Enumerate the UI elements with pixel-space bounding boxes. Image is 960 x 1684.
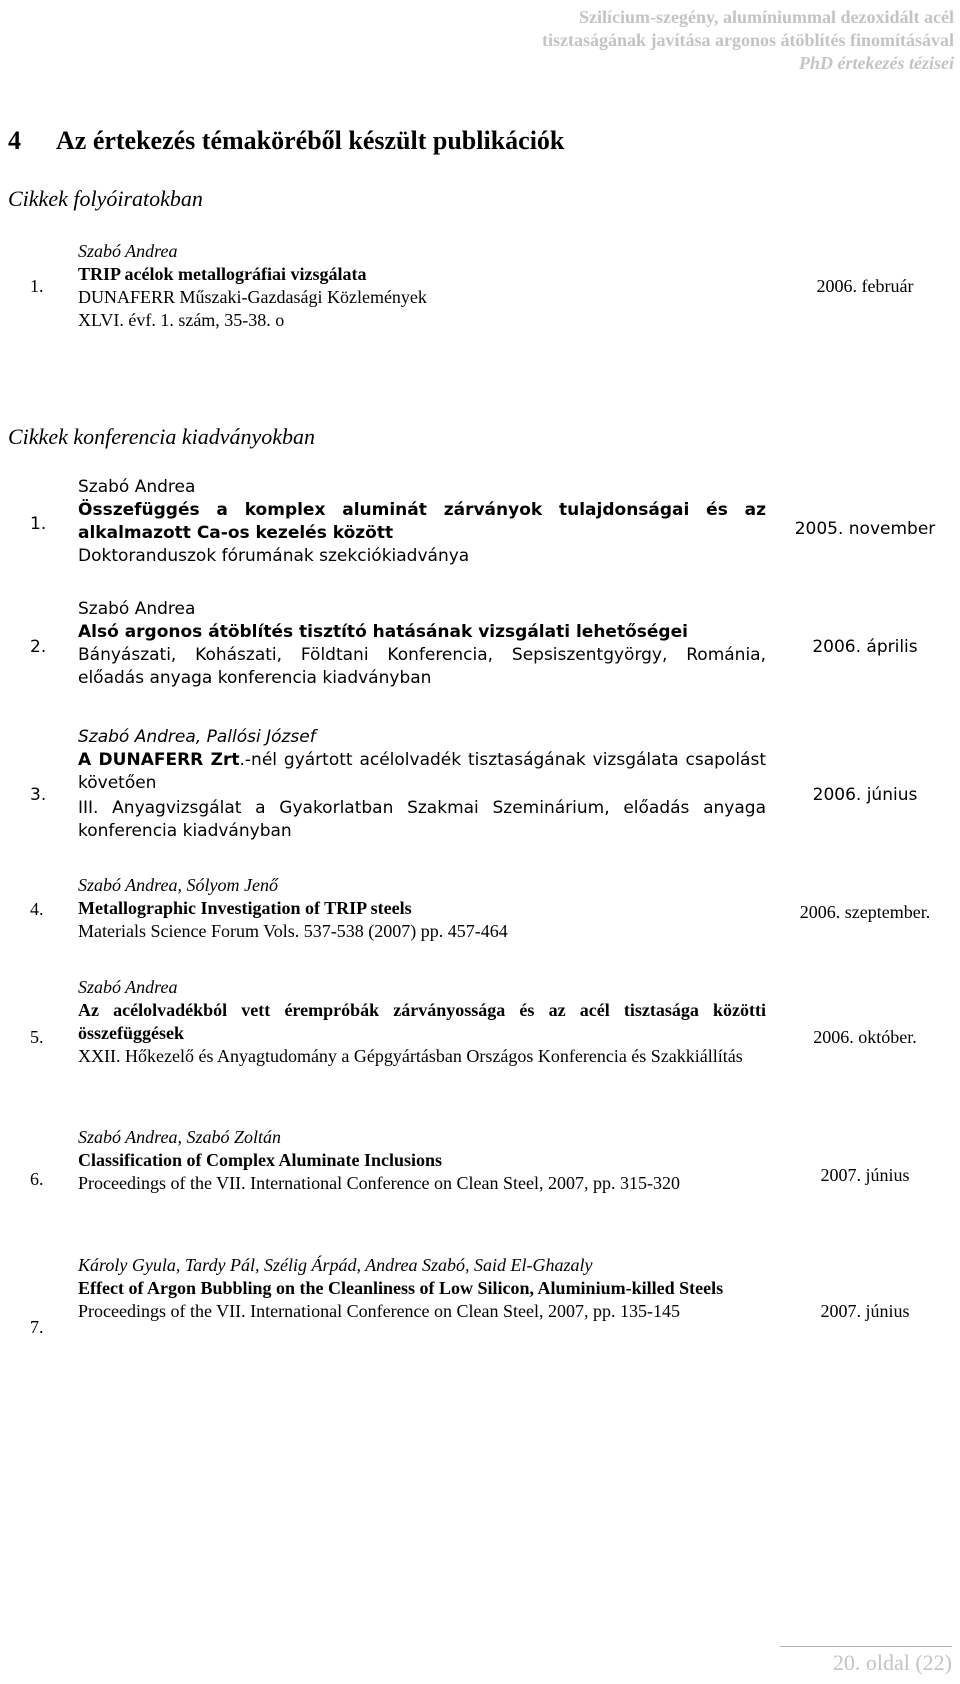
entry-description: III. Anyagvizsgálat a Gyakorlatban Szakmai Szeminárium, előadás anyaga konferencia kiadványban [78, 798, 766, 841]
entry-title: Az acélolvadékból vett érempróbák zárványossága és az acél tisztasága közötti összefüggések [78, 1000, 766, 1043]
entry-number: 2. [30, 637, 47, 657]
entry-body [78, 1126, 766, 1195]
entry-date: 2007. június [820, 1301, 910, 1321]
entry-authors: Szabó Andrea, Sólyom Jenő [78, 875, 278, 895]
entry-description: XLVI. évf. 1. szám, 35-38. o [78, 310, 285, 330]
conference-section-title: Cikkek konferencia kiadványokban [8, 424, 316, 449]
footer-rule [780, 1646, 952, 1647]
entry-title: Alsó argonos átöblítés tisztító hatásának vizsgálati lehetőségei [78, 622, 688, 642]
entry-description: Bányászati, Kohászati, Földtani Konferencia, Sepsiszentgyörgy, Románia, előadás anyaga konferencia kiadványban [78, 645, 766, 688]
entry-description: Doktoranduszok fórumának szekciókiadványa [78, 546, 470, 566]
entry-date: 2006. június [812, 785, 918, 805]
entry-date: 2006. április [812, 637, 918, 657]
entry-title: Classification of Complex Aluminate Inclusions [78, 1150, 443, 1170]
entry-authors: Szabó Andrea [78, 977, 178, 997]
entry-authors: Szabó Andrea [78, 599, 196, 619]
entry-description: DUNAFERR Műszaki-Gazdasági Közlemények [78, 287, 427, 307]
entry-body [78, 726, 766, 843]
header-line-1: Szilícium-szegény, alumíniummal dezoxidált acél [579, 7, 954, 27]
entry-date: 2006. október. [813, 1027, 917, 1047]
entry-authors: Szabó Andrea, Szabó Zoltán [78, 1127, 282, 1147]
header-line-3: PhD értekezés tézisei [799, 53, 954, 73]
entry-body [78, 1254, 766, 1323]
entry-authors: Szabó Andrea [78, 241, 178, 261]
entry-body [78, 598, 766, 690]
entry-body [78, 476, 766, 568]
entry-title-rest: .-nél gyártott acélolvadék tisztaságának vizsgálata csapolást követően [78, 750, 766, 793]
entry-title: Effect of Argon Bubbling on the Cleanliness of Low Silicon, Aluminium-killed Steels [78, 1278, 724, 1298]
entry-body [78, 976, 766, 1068]
entry-date: 2007. június [820, 1165, 910, 1185]
entry-number: 1. [30, 276, 44, 296]
entry-authors: Szabó Andrea [78, 477, 196, 497]
entry-number: 6. [30, 1169, 44, 1189]
entry-authors: Szabó Andrea, Pallósi József [78, 727, 316, 747]
chapter-title: Az értekezés témaköréből készült publikációk [56, 126, 565, 155]
entry-number: 5. [30, 1027, 44, 1047]
entry-title: Metallographic Investigation of TRIP steels [78, 898, 412, 918]
entry-body [78, 240, 766, 332]
entry-number: 7. [30, 1317, 44, 1337]
entry-number: 4. [30, 899, 44, 919]
entry-date: 2005. november [794, 519, 936, 539]
entry-title: Összefüggés a komplex aluminát zárványok tulajdonságai és az alkalmazott Ca-os kezelés között [78, 500, 766, 543]
entry-description: Materials Science Forum Vols. 537-538 (2007) pp. 457-464 [78, 921, 508, 941]
entry-number: 1. [30, 514, 47, 534]
chapter-number: 4 [8, 126, 21, 155]
entry-number: 3. [30, 785, 47, 805]
entry-title [78, 749, 766, 795]
journal-section-title: Cikkek folyóiratokban [8, 186, 203, 211]
page-number: 20. oldal (22) [832, 1650, 952, 1675]
running-header [542, 6, 954, 75]
entry-body [78, 874, 766, 943]
entry-authors: Károly Gyula, Tardy Pál, Szélig Árpád, Andrea Szabó, Said El-Ghazaly [78, 1255, 593, 1275]
entry-description: Proceedings of the VII. International Conference on Clean Steel, 2007, pp. 315-320 [78, 1173, 681, 1193]
header-line-2: tisztaságának javítása argonos átöblítés finomításával [541, 30, 954, 50]
entry-date: 2006. február [816, 276, 914, 296]
entry-description: XXII. Hőkezelő és Anyagtudomány a Gépgyártásban Országos Konferencia és Szakkiállítás [78, 1046, 743, 1066]
entry-date: 2006. szeptember. [799, 902, 931, 922]
chapter-heading [8, 126, 564, 156]
entry-description: Proceedings of the VII. International Conference on Clean Steel, 2007, pp. 135-145 [78, 1301, 681, 1321]
entry-title-bold: A DUNAFERR Zrt [78, 750, 240, 770]
entry-title: TRIP acélok metallográfiai vizsgálata [78, 264, 367, 284]
